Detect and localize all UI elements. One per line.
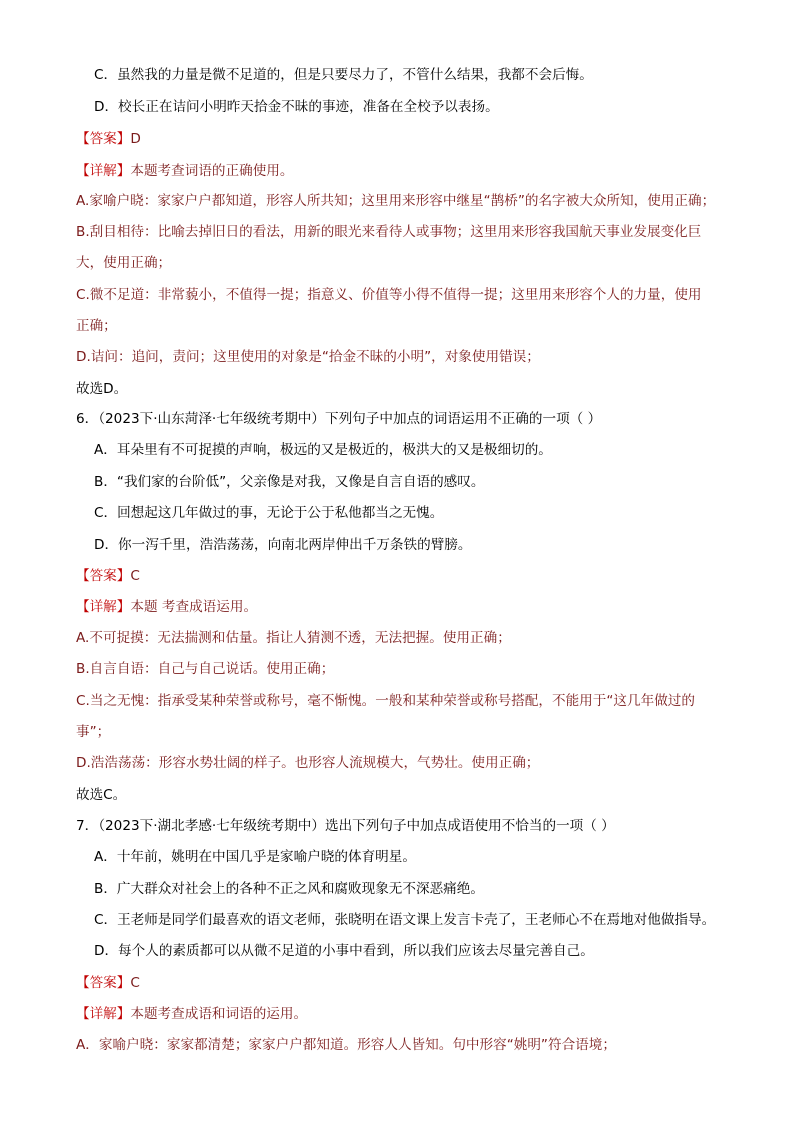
q6-explanation: 事”； bbox=[76, 724, 111, 740]
q6-explanation: A.不可捉摸：无法揣测和估量。指让人猜测不透，无法把握。使用正确； bbox=[76, 630, 511, 646]
detail-intro: 本题考查词语的正确使用。 bbox=[130, 163, 294, 179]
detail-intro: 本题 考查成语运用。 bbox=[130, 599, 258, 615]
q5-explanation: B.刮目相待：比喻去掉旧日的看法，用新的眼光来看待人或事物；这里用来形容我国航天事业发展变化巨 bbox=[76, 224, 702, 240]
q7-option-a: A．十年前，姚明在中国几乎是家喻户晓的体育明星。 bbox=[94, 849, 416, 865]
q6-option-a: A．耳朵里有不可捉摸的声响，极远的又是极近的，极洪大的又是极细切的。 bbox=[94, 442, 552, 458]
detail-bracket-open: 【 bbox=[76, 1006, 90, 1022]
q6-explanation: C.当之无愧：指承受某种荣誉或称号，毫不惭愧。一般和某种荣誉或称号搭配，不能用于“这几年做过的 bbox=[76, 693, 695, 709]
q6-detail-line bbox=[76, 598, 257, 616]
q6-option-b: B．“我们家的台阶低”，父亲像是对我，又像是自言自语的感叹。 bbox=[94, 474, 485, 490]
q5-explanation: D.诘问：追问，责问；这里使用的对象是“拾金不昧的小明”，对象使用错误； bbox=[76, 349, 540, 365]
answer-label: 答案 bbox=[89, 975, 117, 991]
answer-value: C bbox=[130, 975, 140, 991]
answer-label: 答案 bbox=[89, 131, 117, 147]
q6-option-c: C．回想起这几年做过的事，无论于公于私他都当之无愧。 bbox=[94, 505, 444, 521]
answer-bracket-close: 】 bbox=[116, 131, 131, 147]
q7-option-d: D．每个人的素质都可以从微不足道的小事中看到，所以我们应该去尽量完善自己。 bbox=[94, 943, 594, 959]
q6-conclusion: 故选C。 bbox=[76, 787, 127, 803]
answer-bracket-open: 【 bbox=[76, 975, 90, 991]
detail-label: 详解 bbox=[89, 599, 117, 615]
q7-option-b: B．广大群众对社会上的各种不正之风和腐败现象无不深恶痛绝。 bbox=[94, 881, 484, 897]
answer-value: C bbox=[130, 568, 140, 584]
q5-detail-line bbox=[76, 162, 294, 180]
q5-option-d: D．校长正在诘问小明昨天拾金不昧的事迹，准备在全校予以表扬。 bbox=[94, 99, 499, 115]
detail-intro: 本题考查成语和词语的运用。 bbox=[130, 1006, 308, 1022]
answer-label: 答案 bbox=[89, 568, 117, 584]
detail-bracket-close: 】 bbox=[116, 1006, 131, 1022]
q6-option-d: D．你一泻千里，浩浩荡荡，向南北两岸伸出千万条铁的臂膀。 bbox=[94, 537, 472, 553]
detail-bracket-close: 】 bbox=[116, 163, 131, 179]
q7-stem: 7．（2023下·湖北孝感·七年级统考期中）选出下列句子中加点成语使用不恰当的一项（ ） bbox=[76, 818, 615, 834]
answer-bracket-close: 】 bbox=[116, 568, 131, 584]
q7-explanation: A．家喻户晓：家家都清楚；家家户户都知道。形容人人皆知。句中形容“姚明”符合语境； bbox=[76, 1037, 616, 1053]
q7-answer-line bbox=[76, 974, 140, 992]
q6-answer-line bbox=[76, 567, 140, 585]
q5-answer-line bbox=[76, 130, 141, 148]
q5-explanation: 大，使用正确； bbox=[76, 255, 172, 271]
q7-option-c: C．王老师是同学们最喜欢的语文老师，张晓明在语文课上发言卡壳了，王老师心不在焉地对他做指导。 bbox=[94, 912, 716, 928]
answer-bracket-close: 】 bbox=[116, 975, 131, 991]
q6-stem: 6．（2023下·山东菏泽·七年级统考期中）下列句子中加点的词语运用不正确的一项（ ） bbox=[76, 411, 602, 427]
q7-detail-line bbox=[76, 1005, 307, 1023]
q5-explanation: 正确； bbox=[76, 318, 117, 334]
q5-explanation: C.微不足道：非常藐小，不值得一提；指意义、价值等小得不值得一提；这里用来形容个人的力量，使用 bbox=[76, 287, 702, 303]
detail-bracket-close: 】 bbox=[116, 599, 131, 615]
detail-label: 详解 bbox=[89, 163, 117, 179]
q5-explanation: A.家喻户晓：家家户户都知道，形容人所共知；这里用来形容中继星“鹊桥”的名字被大众所知，使用正确； bbox=[76, 193, 716, 209]
answer-bracket-open: 【 bbox=[76, 131, 90, 147]
q6-explanation: B.自言自语：自己与自己说话。使用正确； bbox=[76, 661, 335, 677]
detail-label: 详解 bbox=[89, 1006, 117, 1022]
answer-bracket-open: 【 bbox=[76, 568, 90, 584]
q5-option-c: C．虽然我的力量是微不足道的，但是只要尽力了，不管什么结果，我都不会后悔。 bbox=[94, 67, 593, 83]
q5-conclusion: 故选D。 bbox=[76, 381, 128, 397]
detail-bracket-open: 【 bbox=[76, 599, 90, 615]
answer-value: D bbox=[130, 131, 141, 147]
detail-bracket-open: 【 bbox=[76, 163, 90, 179]
q6-explanation: D.浩浩荡荡：形容水势壮阔的样子。也形容人流规模大，气势壮。使用正确； bbox=[76, 755, 540, 771]
